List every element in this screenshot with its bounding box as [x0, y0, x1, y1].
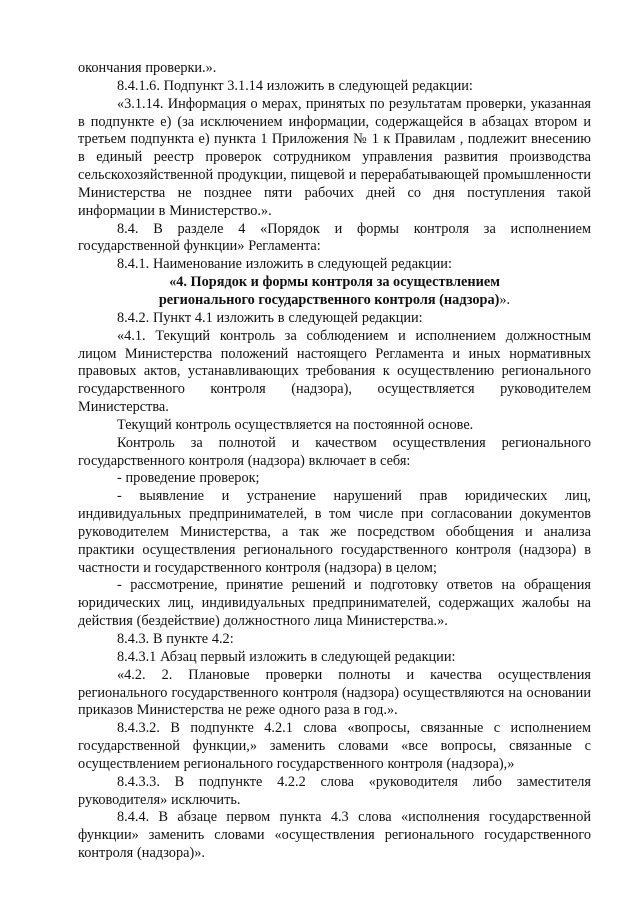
paragraph-4-1: «4.1. Текущий контроль за соблюдением и исполнением должностным лицом Министерства положений настоящего Регламента и иных нормативных правовых актов, устанавливающих требования к осуществлению регионального государственного контроля (надзора), осуществляется руководителем Министерства.: [78, 327, 591, 416]
list-item-inspections: - проведение проверок;: [117, 470, 260, 487]
document-body: [78, 60, 591, 863]
section-heading-line1: «4. Порядок и формы контроля за осуществлением: [169, 274, 500, 291]
section-heading-suffix: ».: [499, 291, 511, 308]
paragraph-current-control: Текущий контроль осуществляется на постоянной основе.: [117, 416, 474, 433]
paragraph-8-4: 8.4. В разделе 4 «Порядок и формы контроля за исполнением государственной функции» Регламента:: [78, 220, 591, 255]
paragraph-3-1-14: «3.1.14. Информация о мерах, принятых по результатам проверки, указанная в подпункте е) (за исключением информации, содержащейся в абзацах втором и третьем подпункта е) пункта 1 Приложения № 1 к Правилам , подлежит внесению в единый реестр проверок сотрудником управления развития производства сельскохозяйственной продукции, пищевой и перерабатывающей промышленности Министерства не позднее пяти рабочих дней со дня поступления такой информации в Министерство.».: [78, 95, 591, 219]
list-item-violations: - выявление и устранение нарушений прав юридических лиц, индивидуальных предпринимателей, в том числе при согласовании документов руководителем Министерства, а так же посредством обобщения и анализа практики осуществления регионального государственного контроля (надзора) в частности и государственного контроля (надзора) в целом;: [78, 488, 591, 576]
paragraph-continuation: окончания проверки.».: [78, 60, 217, 76]
paragraph-8-4-3-2: 8.4.3.2. В подпункте 4.2.1 слова «вопросы, связанные с исполнением государственной функции,» заменить словами «все вопросы, связанные с осуществлением регионального государственного контроля (надзора),»: [78, 720, 591, 772]
paragraph-8-4-1-6: 8.4.1.6. Подпункт 3.1.14 изложить в следующей редакции:: [117, 77, 473, 94]
list-item-appeals: - рассмотрение, принятие решений и подготовку ответов на обращения юридических лиц, индивидуальных предпринимателей, содержащих жалобы на действия (бездействие) должностного лица Министерства.».: [78, 577, 591, 630]
paragraph-8-4-3: 8.4.3. В пункте 4.2:: [117, 631, 234, 647]
section-heading-line2: регионального государственного контроля (надзора): [158, 291, 500, 308]
paragraph-8-4-2: 8.4.2. Пункт 4.1 изложить в следующей редакции:: [117, 309, 423, 326]
paragraph-control-quality: Контроль за полнотой и качеством осуществления регионального государственного контроля (надзора) включает в себя:: [78, 434, 591, 469]
paragraph-4-2: «4.2. 2. Плановые проверки полноты и качества осуществления регионального государственного контроля (надзора) осуществляются на основании приказов Министерства не реже одного раза в год.».: [78, 666, 591, 719]
paragraph-8-4-1: 8.4.1. Наименование изложить в следующей редакции:: [117, 256, 452, 273]
paragraph-8-4-3-3: 8.4.3.3. В подпункте 4.2.2 слова «руководителя либо заместителя руководителя» исключить.: [78, 773, 591, 808]
section-heading: [78, 274, 591, 310]
paragraph-8-4-3-1: 8.4.3.1 Абзац первый изложить в следующей редакции:: [117, 648, 456, 665]
paragraph-8-4-4: 8.4.4. В абзаце первом пункта 4.3 слова «исполнения государственной функции» заменить словами «осуществления регионального государственного контроля (надзора)».: [78, 809, 591, 862]
